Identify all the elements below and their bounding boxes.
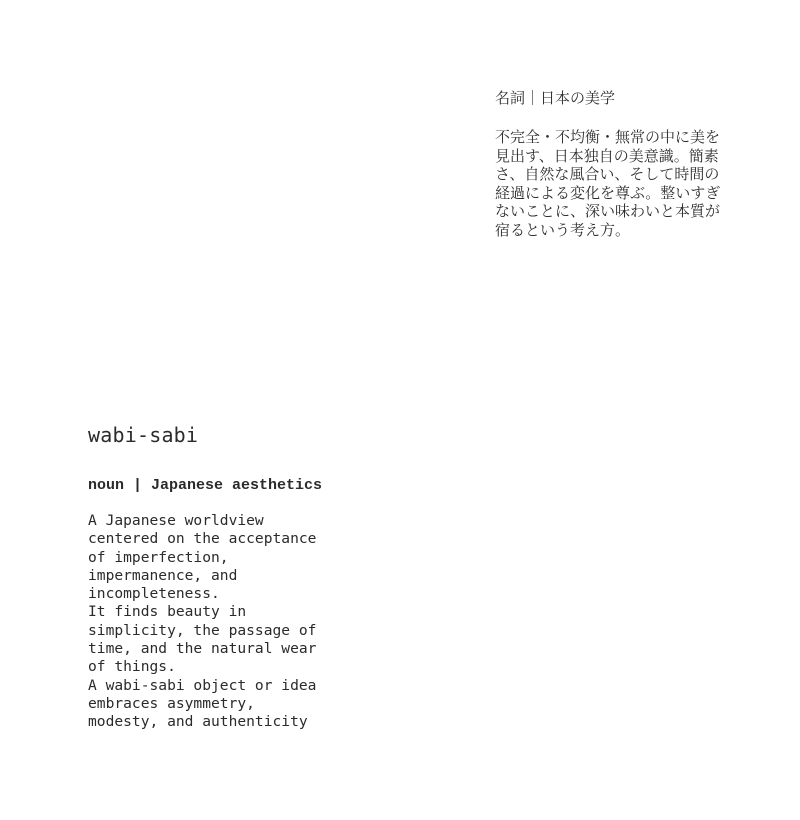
japanese-entry (495, 88, 740, 239)
japanese-part-of-speech: 名詞｜日本の美学 (495, 89, 616, 107)
term-title: wabi-sabi (88, 423, 199, 447)
english-definition: A Japanese worldview centered on the acceptance of imperfection, impermanence, and incompleteness. It finds beauty in simplicity, the passage of time, and the natural wear of things. A wabi-sabi object or idea embraces asymmetry, modesty, and authenticity (88, 512, 317, 731)
english-part-of-speech: noun | Japanese aesthetics (88, 477, 323, 494)
japanese-definition: 不完全・不均衡・無常の中に美を見出す、日本独自の美意識。簡素さ、自然な風合い、そして時間の経過による変化を尊ぶ。整いすぎないことに、深い味わいと本質が宿るという考え方。 (495, 128, 721, 239)
english-entry (88, 420, 358, 732)
